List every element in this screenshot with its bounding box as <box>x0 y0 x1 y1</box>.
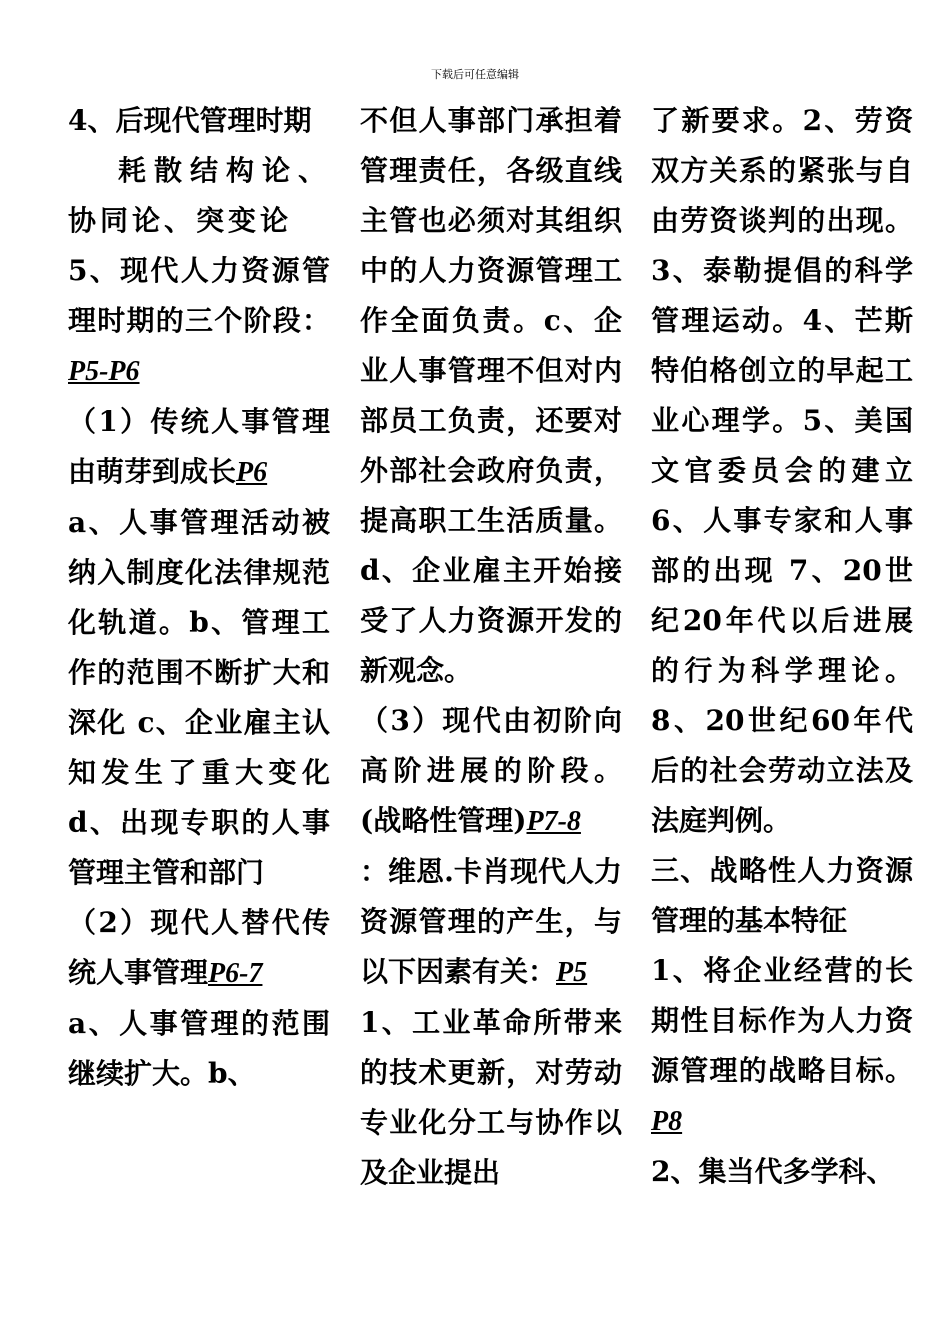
paragraph-text: 1、工业革命所带来的技术更新，对劳动专业化分工与协作以及企业提出 <box>360 1006 622 1189</box>
paragraph-text: 5、现代人力资源管理时期的三个阶段： <box>68 254 330 337</box>
paragraph-text: 4、后现代管理时期 <box>68 104 312 137</box>
paragraph-text: （1）传统人事管理由萌芽到成长 <box>68 405 330 488</box>
page-reference: P5 <box>556 957 588 988</box>
paragraph-text: 不但人事部门承担着管理责任，各级直线主管也必须对其组织中的人力资源管理工作全面负责。c、企业人事管理不但对内部员工负责，还要对外部社会政府负责，提高职工生活质量。d、企业雇主开始接受了人力资源开发的新观念。 <box>360 104 622 687</box>
paragraph <box>68 898 330 999</box>
text-column-1 <box>68 96 330 1099</box>
paragraph-text: 1、将企业经营的长期性目标作为人力资源管理的战略目标。 <box>651 954 913 1087</box>
page-reference: P6 <box>236 457 268 488</box>
page-reference: P5-P6 <box>68 356 140 387</box>
page-reference: P6-7 <box>208 958 263 989</box>
paragraph <box>360 998 622 1198</box>
paragraph <box>651 1147 913 1197</box>
paragraph <box>360 696 622 847</box>
paragraph-text: （3）现代由初阶向高阶进展的阶段。(战略性管理) <box>360 704 622 837</box>
paragraph-text: 耗散结构论、协同论、突变论 <box>68 154 330 237</box>
page-reference: P8 <box>651 1106 683 1137</box>
paragraph-text: 2、集当代多学科、 <box>651 1155 895 1188</box>
paragraph <box>651 946 913 1147</box>
text-column-2 <box>360 96 622 1198</box>
paragraph <box>68 146 330 246</box>
text-column-3 <box>651 96 913 1197</box>
paragraph <box>68 96 330 146</box>
paragraph <box>360 847 622 998</box>
paragraph-text: a、人事管理活动被纳入制度化法律规范化轨道。b、管理工作的范围不断扩大和深化 c、企业雇主认知发生了重大变化 d、出现专职的人事管理主管和部门 <box>68 506 330 889</box>
paragraph <box>360 96 622 696</box>
paragraph <box>68 498 330 898</box>
paragraph <box>68 246 330 397</box>
page-header: 下载后可任意编辑 <box>431 68 519 81</box>
paragraph-text: （2）现代人替代传统人事管理 <box>68 906 330 989</box>
paragraph-text: 了新要求。2、劳资双方关系的紧张与自由劳资谈判的出现。3、泰勒提倡的科学管理运动。4、芒斯特伯格创立的早起工业心理学。5、美国文官委员会的建立 6、人事专家和人事部的出现 7、20世纪20年代以后进展的行为科学理论。8、20世纪60年代后的社会劳动立法及法庭判例。 <box>651 104 913 837</box>
page-reference: P7-8 <box>526 806 581 837</box>
paragraph-text: a、人事管理的范围继续扩大。b、 <box>68 1007 330 1090</box>
paragraph <box>68 397 330 498</box>
paragraph-text: 三、战略性人力资源管理的基本特征 <box>651 854 913 937</box>
paragraph <box>651 96 913 846</box>
paragraph-text: ：维恩.卡肖现代人力资源管理的产生，与以下因素有关： <box>360 855 622 988</box>
paragraph <box>651 846 913 946</box>
paragraph <box>68 999 330 1099</box>
